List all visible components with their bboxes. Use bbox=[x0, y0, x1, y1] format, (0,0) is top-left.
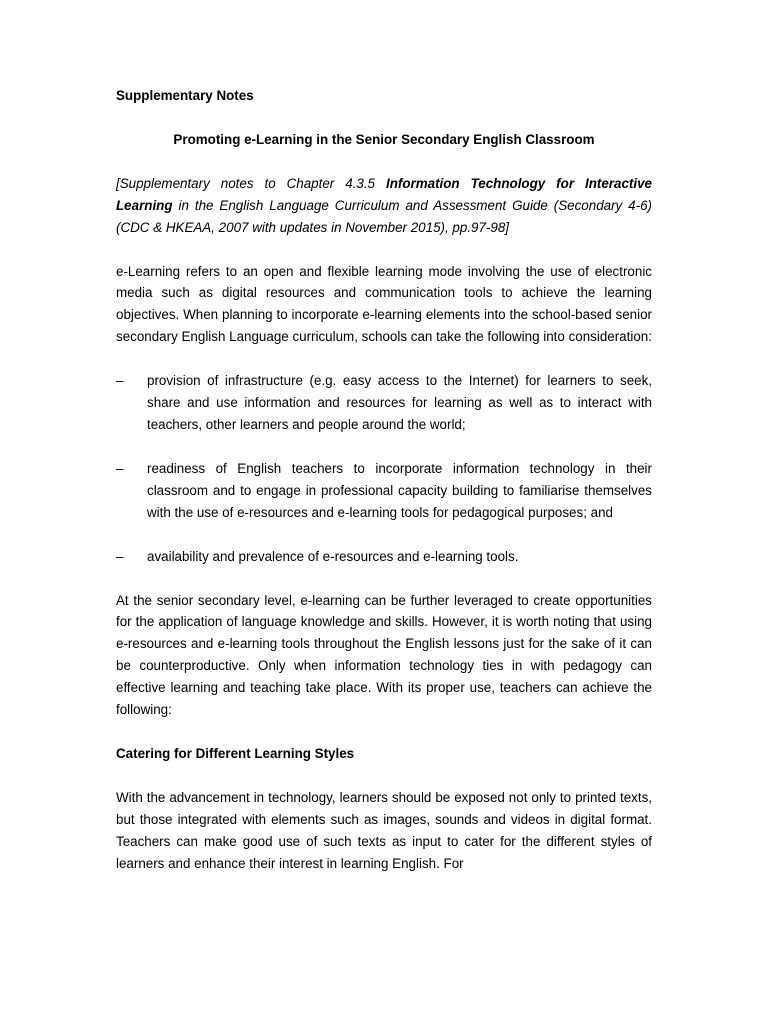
reference-open: [Supplementary notes to Chapter 4.3.5 bbox=[116, 175, 386, 191]
reference-note bbox=[116, 173, 652, 239]
reference-bold: Information Technology for Interactive Learning bbox=[116, 175, 652, 213]
reference-rest: in the English Language Curriculum and Assessment Guide (Secondary 4-6)(CDC & HKEAA, 2007 with updates in November 2015), pp.97-98] bbox=[116, 197, 652, 235]
document-heading: Supplementary Notes bbox=[116, 88, 254, 103]
dash-marker: – bbox=[116, 460, 124, 476]
list-item-text: availability and prevalence of e-resources and e-learning tools. bbox=[147, 548, 519, 564]
document-page bbox=[116, 85, 652, 874]
document-title: Promoting e-Learning in the Senior Secondary English Classroom bbox=[173, 131, 595, 147]
consideration-list bbox=[116, 370, 652, 567]
senior-secondary-paragraph: At the senior secondary level, e-learning can be further leveraged to create opportunities for the application of language knowledge and skills. However, it is worth noting that using e-resources and e-learning tools throughout the English lessons just for the sake of it can be counterproductive. Only when information technology ties in with pedagogy can effective learning and teaching take place. With its proper use, teachers can achieve the following: bbox=[116, 592, 652, 718]
dash-marker: – bbox=[116, 373, 124, 389]
list-item bbox=[116, 546, 652, 568]
list-item-text: provision of infrastructure (e.g. easy access to the Internet) for learners to seek, share and use information and resources for learning as well as to interact with teachers, other learners and people around the world; bbox=[147, 373, 652, 432]
intro-paragraph: e-Learning refers to an open and flexible learning mode involving the use of electronic media such as digital resources and communication tools to achieve the learning objectives. When planning to incorporate e-learning elements into the school-based senior secondary English Language curriculum, schools can take the following into consideration: bbox=[116, 263, 652, 345]
list-item bbox=[116, 458, 652, 524]
section-subheading: Catering for Different Learning Styles bbox=[116, 745, 355, 761]
list-item bbox=[116, 370, 652, 436]
learning-styles-paragraph: With the advancement in technology, learners should be exposed not only to printed texts, but those integrated with elements such as images, sounds and videos in digital format. Teachers can make good use of such texts as input to cater for the different styles of learners and enhance their interest in learning English. For bbox=[116, 789, 652, 871]
list-item-text: readiness of English teachers to incorporate information technology in their classroom and to engage in professional capacity building to familiarise themselves with the use of e-resources and e-learning tools for pedagogical purposes; and bbox=[147, 460, 652, 520]
dash-marker: – bbox=[116, 548, 124, 564]
